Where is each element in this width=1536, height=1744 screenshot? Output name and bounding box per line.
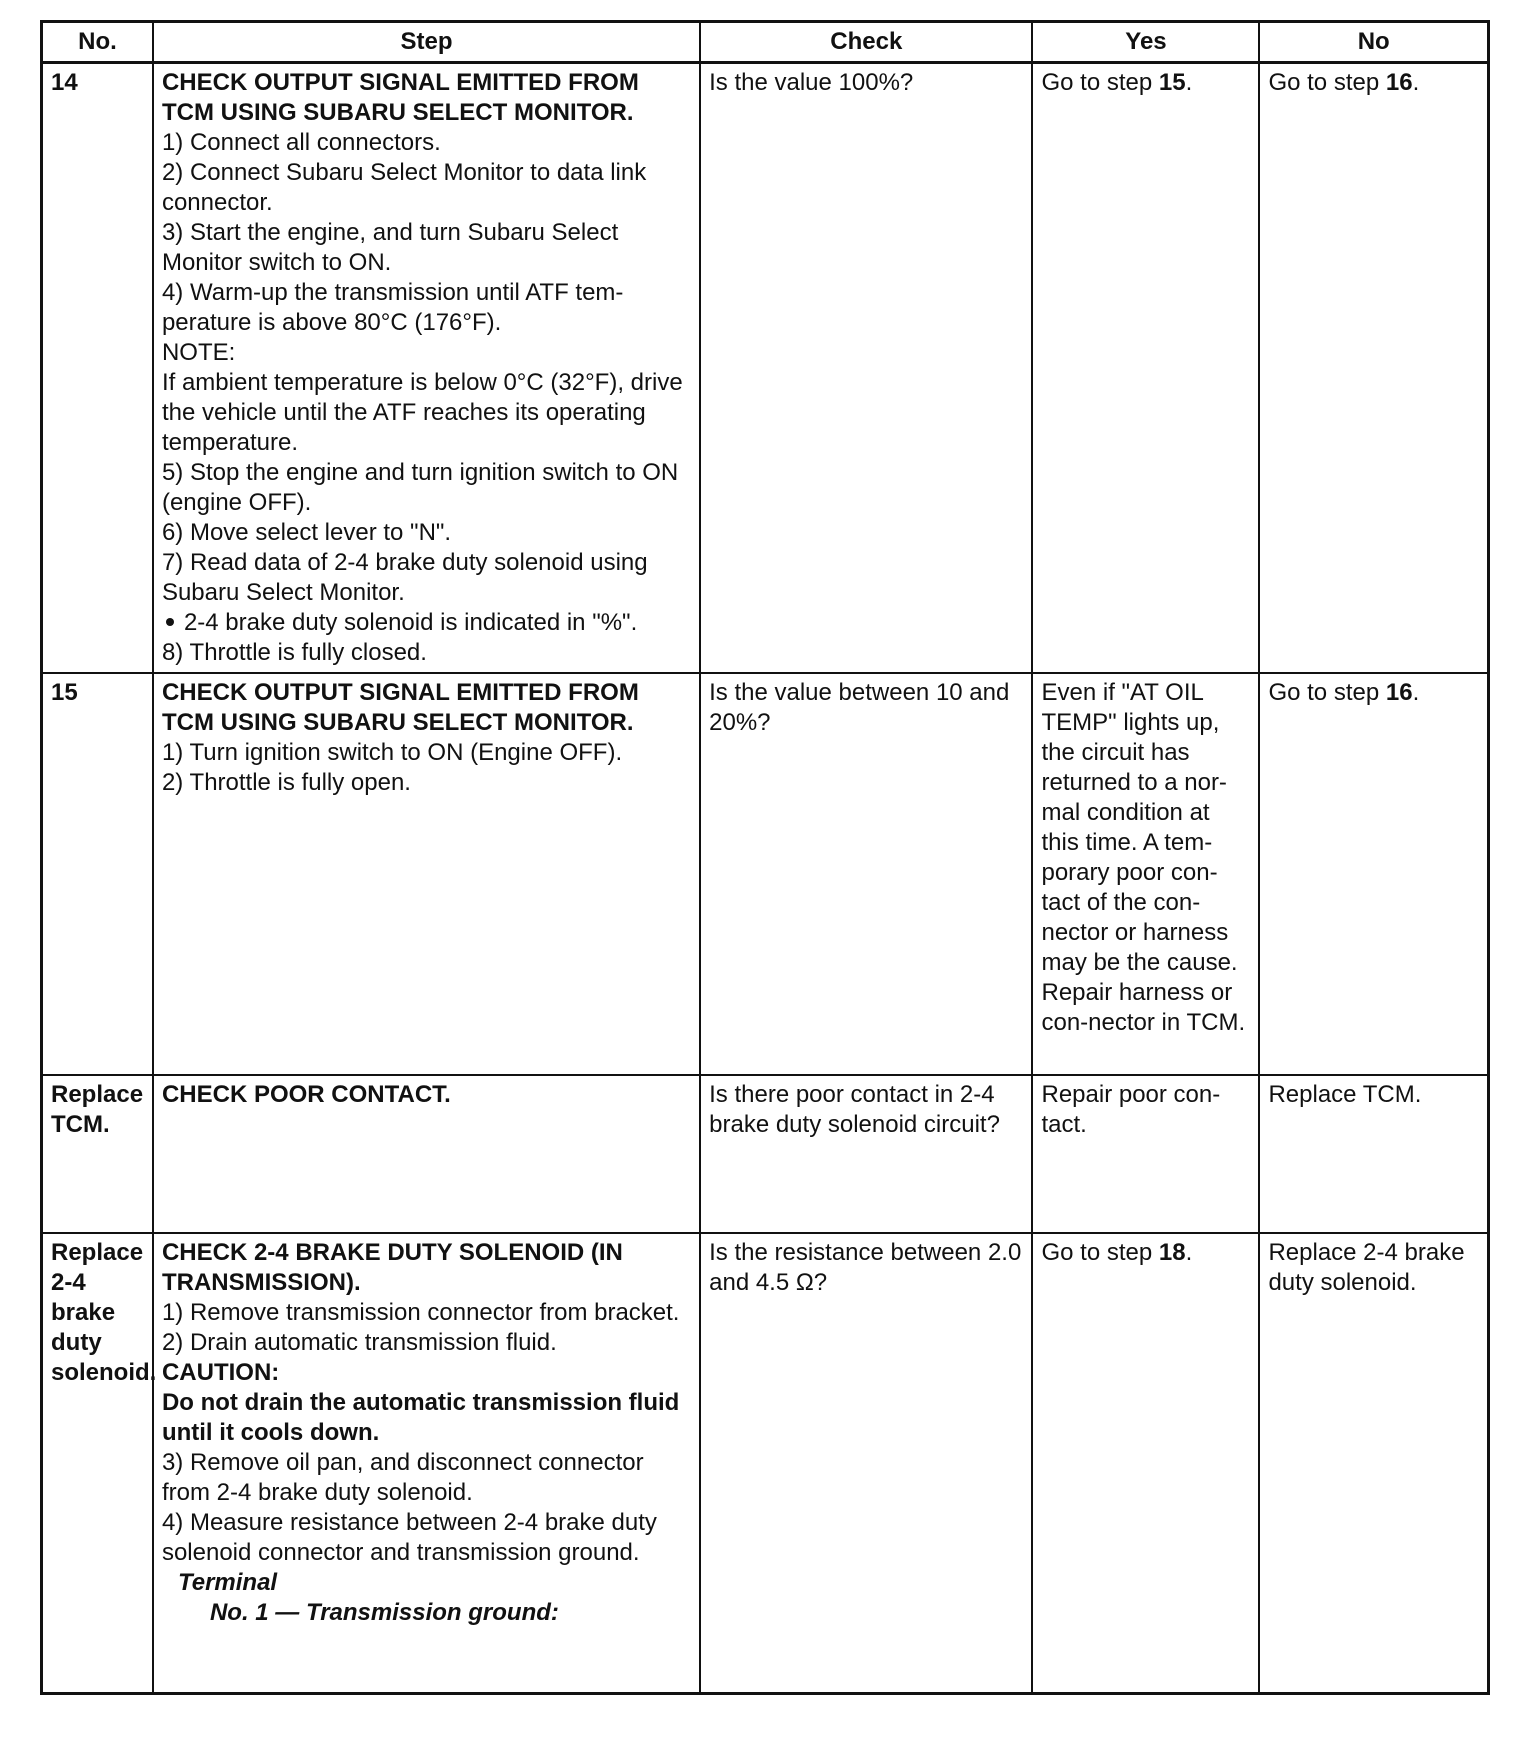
step-number: Replace TCM. — [42, 1075, 153, 1233]
step-number: Replace 2-4 brake duty solenoid. — [42, 1233, 153, 1694]
step-title: CHECK POOR CONTACT. — [161, 1081, 451, 1108]
terminal-value: No. 1 — Transmission ground: — [209, 1599, 559, 1626]
step-line: 4) Measure resistance between 2-4 brake duty solenoid connector and transmission ground. — [161, 1509, 657, 1566]
header-no-col: No — [1259, 22, 1488, 63]
no-suffix: . — [1412, 69, 1420, 96]
step-line: 3) Remove oil pan, and disconnect connector from 2-4 brake duty solenoid. — [161, 1449, 644, 1506]
yes-suffix: . — [1185, 1239, 1193, 1266]
step-line: 5) Stop the engine and turn ignition switch to ON (engine OFF). — [161, 459, 679, 516]
note-label: NOTE: — [161, 339, 236, 366]
step-number: 14 — [42, 63, 153, 674]
step-title: CHECK OUTPUT SIGNAL EMITTED FROM TCM USING SUBARU SELECT MONITOR. — [161, 679, 639, 736]
header-row — [42, 22, 1489, 63]
step-number: 15 — [42, 673, 153, 1075]
no-cell — [1259, 63, 1488, 674]
no-prefix: Go to step — [1268, 69, 1386, 96]
yes-cell: Repair poor con-tact. — [1032, 1075, 1259, 1233]
terminal-label: Terminal — [177, 1569, 278, 1596]
no-suffix: . — [1412, 679, 1420, 706]
step-line: 2) Throttle is fully open. — [161, 769, 411, 796]
yes-step-ref: 18 — [1158, 1239, 1186, 1266]
diagnostic-table — [40, 20, 1490, 1695]
check-cell: Is the resistance between 2.0 and 4.5 Ω? — [700, 1233, 1032, 1694]
no-cell — [1259, 673, 1488, 1075]
table-row — [42, 1233, 1489, 1694]
header-step: Step — [153, 22, 700, 63]
step-line: 2) Drain automatic transmission fluid. — [161, 1329, 557, 1356]
step-line: 6) Move select lever to "N". — [161, 519, 452, 546]
caution-label: CAUTION: — [161, 1359, 280, 1386]
step-line: 7) Read data of 2-4 brake duty solenoid using Subaru Select Monitor. — [161, 549, 648, 606]
no-prefix: Go to step — [1268, 679, 1386, 706]
caution-text: Do not drain the automatic transmission fluid until it cools down. — [161, 1389, 680, 1446]
header-no: No. — [42, 22, 153, 63]
step-line: 8) Throttle is fully closed. — [161, 639, 427, 666]
yes-cell: Even if "AT OIL TEMP" lights up, the circuit has returned to a nor-mal condition at this time. A tem-porary poor con-tact of the con-nector or harness may be the cause. Repair harness or con-nector in TCM. — [1032, 673, 1259, 1075]
note-text: If ambient temperature is below 0°C (32°F), drive the vehicle until the ATF reaches its operating temperature. — [161, 369, 683, 456]
step-line: 1) Remove transmission connector from bracket. — [161, 1299, 680, 1326]
yes-prefix: Go to step — [1041, 1239, 1159, 1266]
bullet-icon — [166, 618, 174, 626]
step-line: 2) Connect Subaru Select Monitor to data link connector. — [161, 159, 647, 216]
no-cell: Replace 2-4 brake duty solenoid. — [1259, 1233, 1488, 1694]
no-step-ref: 16 — [1385, 679, 1413, 706]
yes-cell — [1032, 63, 1259, 674]
table-row — [42, 1075, 1489, 1233]
bullet-item — [162, 608, 691, 638]
step-line: 4) Warm-up the transmission until ATF tem-perature is above 80°C (176°F). — [161, 279, 624, 336]
step-title: CHECK OUTPUT SIGNAL EMITTED FROM TCM USING SUBARU SELECT MONITOR. — [161, 69, 639, 126]
step-cell — [153, 1233, 700, 1694]
bullet-text: 2-4 brake duty solenoid is indicated in "%". — [183, 609, 638, 636]
check-cell: Is there poor contact in 2-4 brake duty solenoid circuit? — [700, 1075, 1032, 1233]
step-cell — [153, 63, 700, 674]
check-cell: Is the value between 10 and 20%? — [700, 673, 1032, 1075]
table-row — [42, 63, 1489, 674]
yes-step-ref: 15 — [1158, 69, 1186, 96]
yes-suffix: . — [1185, 69, 1193, 96]
no-cell: Replace TCM. — [1259, 1075, 1488, 1233]
table-row — [42, 673, 1489, 1075]
step-cell — [153, 673, 700, 1075]
header-yes: Yes — [1032, 22, 1259, 63]
step-title: CHECK 2-4 BRAKE DUTY SOLENOID (IN TRANSMISSION). — [161, 1239, 623, 1296]
yes-cell — [1032, 1233, 1259, 1694]
header-check: Check — [700, 22, 1032, 63]
step-line: 1) Turn ignition switch to ON (Engine OFF). — [161, 739, 623, 766]
step-cell — [153, 1075, 700, 1233]
no-step-ref: 16 — [1385, 69, 1413, 96]
step-line: 1) Connect all connectors. — [161, 129, 441, 156]
yes-prefix: Go to step — [1041, 69, 1159, 96]
check-cell: Is the value 100%? — [700, 63, 1032, 674]
step-line: 3) Start the engine, and turn Subaru Select Monitor switch to ON. — [161, 219, 619, 276]
